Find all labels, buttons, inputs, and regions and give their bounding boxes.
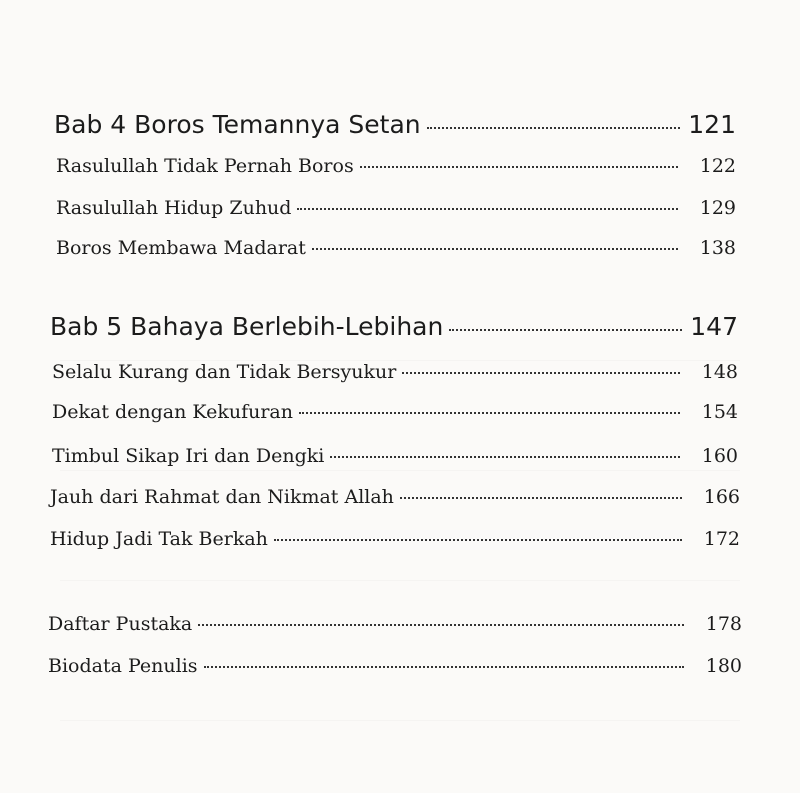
toc-back-matter-entry[interactable] [48, 655, 742, 677]
entry-title: Rasulullah Tidak Pernah Boros [56, 155, 354, 177]
dot-leader [402, 372, 680, 374]
toc-chapter-4[interactable] [54, 110, 736, 139]
bleed-through-line [60, 720, 740, 721]
dot-leader [330, 456, 680, 458]
dot-leader [360, 166, 678, 168]
entry-page-number: 180 [705, 655, 742, 677]
entry-page-number: 160 [701, 445, 738, 467]
entry-title: Timbul Sikap Iri dan Dengki [52, 445, 325, 467]
dot-leader [204, 666, 684, 668]
entry-title: Jauh dari Rahmat dan Nikmat Allah [50, 486, 394, 508]
entry-page-number: 129 [699, 197, 736, 219]
bleed-through-line [60, 580, 740, 581]
dot-leader [198, 624, 684, 626]
toc-chapter-5[interactable] [50, 312, 738, 341]
dot-leader [449, 329, 682, 331]
toc-entry[interactable] [50, 486, 740, 508]
entry-page-number: 138 [699, 237, 736, 259]
bleed-through-line [60, 470, 740, 471]
dot-leader [299, 412, 680, 414]
chapter-title: Bab 5 Bahaya Berlebih-Lebihan [50, 312, 444, 341]
dot-leader [400, 497, 682, 499]
entry-page-number: 122 [699, 155, 736, 177]
toc-entry[interactable] [56, 237, 736, 259]
entry-title: Daftar Pustaka [48, 613, 193, 635]
entry-title: Selalu Kurang dan Tidak Bersyukur [52, 361, 397, 383]
toc-entry[interactable] [56, 197, 736, 219]
dot-leader [427, 127, 680, 129]
entry-title: Boros Membawa Madarat [56, 237, 306, 259]
dot-leader [312, 248, 678, 250]
dot-leader [274, 539, 682, 541]
entry-title: Rasulullah Hidup Zuhud [56, 197, 292, 219]
entry-page-number: 172 [703, 528, 740, 550]
toc-entry[interactable] [50, 528, 740, 550]
toc-entry[interactable] [52, 361, 738, 383]
chapter-title: Bab 4 Boros Temannya Setan [54, 110, 421, 139]
dot-leader [297, 208, 678, 210]
toc-entry[interactable] [52, 401, 738, 423]
entry-page-number: 166 [703, 486, 740, 508]
entry-page-number: 148 [701, 361, 738, 383]
chapter-page-number: 147 [690, 312, 738, 341]
entry-page-number: 178 [705, 613, 742, 635]
entry-title: Biodata Penulis [48, 655, 198, 677]
toc-entry[interactable] [56, 155, 736, 177]
toc-back-matter-entry[interactable] [48, 613, 742, 635]
entry-title: Hidup Jadi Tak Berkah [50, 528, 268, 550]
toc-entry[interactable] [52, 445, 738, 467]
chapter-page-number: 121 [688, 110, 736, 139]
entry-page-number: 154 [701, 401, 738, 423]
entry-title: Dekat dengan Kekufuran [52, 401, 293, 423]
